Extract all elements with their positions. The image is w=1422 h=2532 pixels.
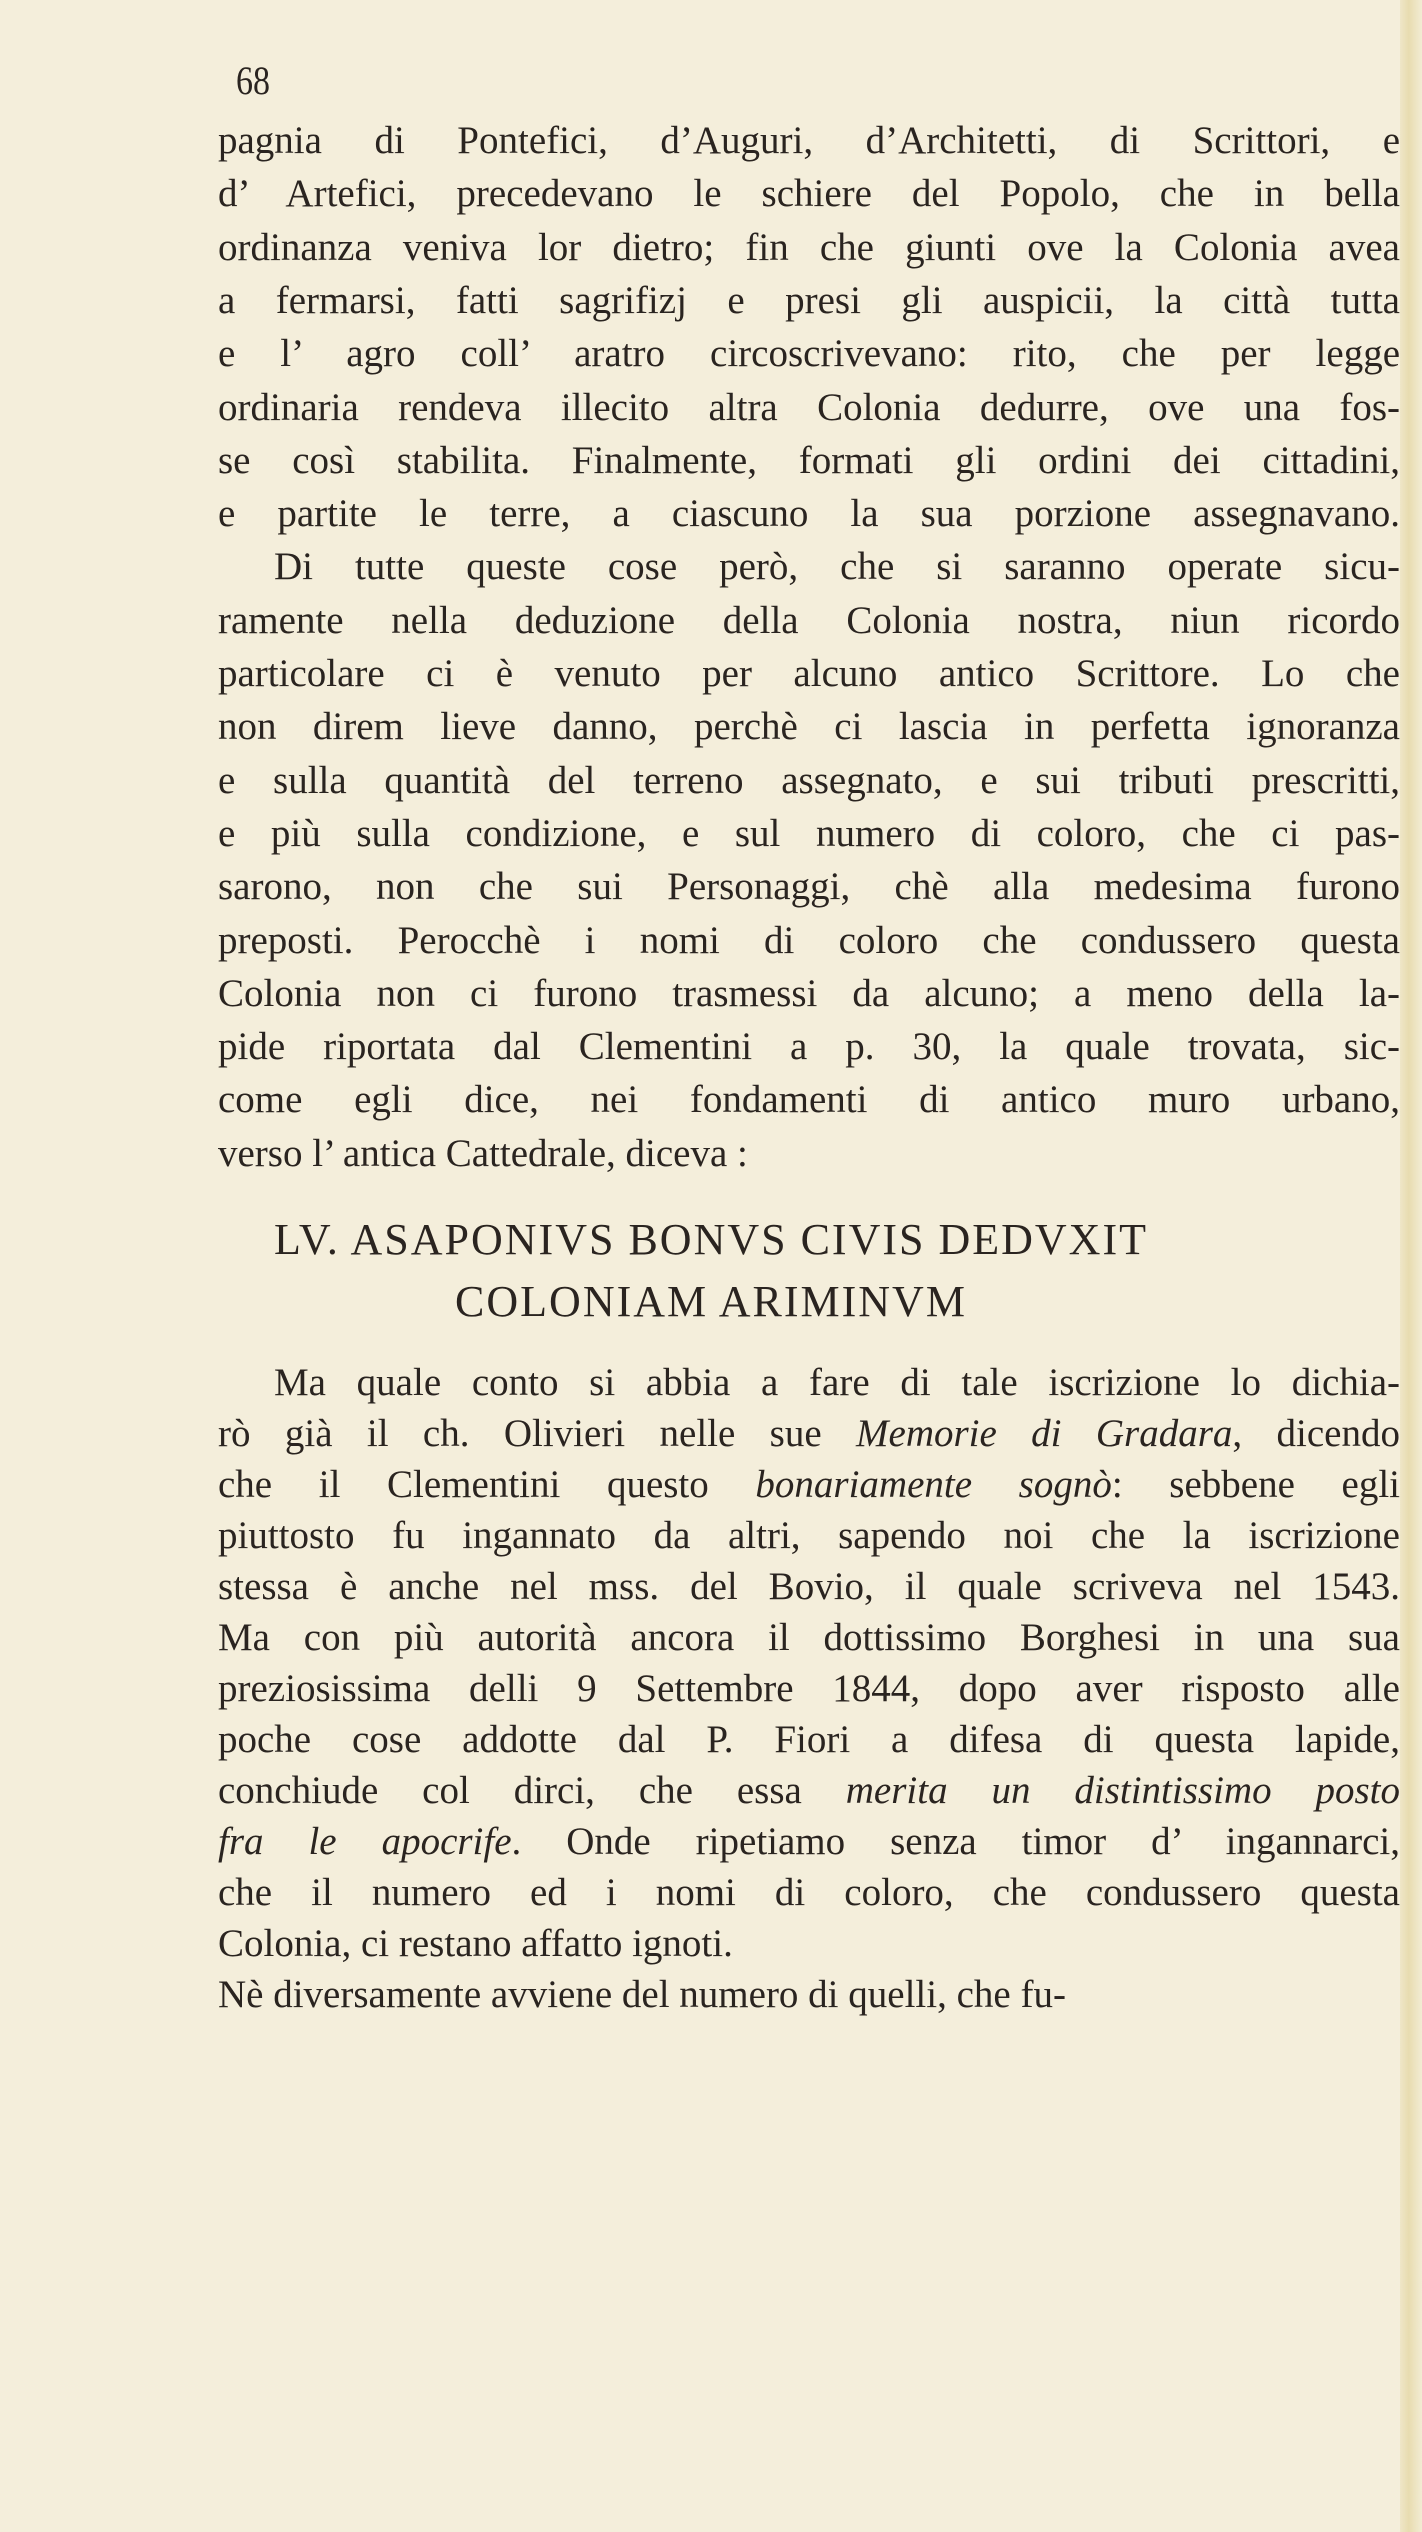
text-segment: Colonia, ci restano affatto ignoti. [218,1922,733,1965]
text-segment: a fermarsi, fatti sagrifizj e presi gli auspicii, la città tutta [218,278,1400,322]
text-line [218,862,1400,912]
text-line [218,116,1400,166]
italic-text: bonariamente sognò [755,1463,1112,1506]
text-segment: se così stabilita. Finalmente, formati gli ordini dei cittadini, [218,438,1400,482]
text-segment: Nè diversamente avviene del numero di quelli, che fu- [218,1973,1066,2016]
italic-text: fra le apocrife [218,1820,512,1863]
italic-text: merita un distintissimo posto [845,1769,1401,1812]
text-line [218,1664,1400,1714]
text-line [218,1715,1400,1765]
text-segment: pide riportata dal Clementini a p. 30, la quale trovata, sic- [218,1025,1400,1069]
text-line [218,383,1400,433]
text-segment: ordinaria rendeva illecito altra Colonia dedurre, ove una fos- [218,385,1400,429]
text-segment: ramente nella deduzione della Colonia nostra, niun ricordo [218,598,1400,642]
page-number: 68 [236,58,270,103]
text-segment: e sulla quantità del terreno assegnato, e sui tributi prescritti, [218,758,1400,802]
text-line [218,1919,1400,1969]
text-segment: ordinanza veniva lor dietro; fin che giunti ove la Colonia avea [218,225,1400,269]
italic-text: Memorie di Gradara [856,1412,1233,1455]
text-line [218,702,1400,752]
text-segment: verso l’ antica Cattedrale, diceva : [218,1131,748,1175]
text-segment: Ma quale conto si abbia a fare di tale iscrizione lo dichia- [274,1361,1400,1404]
text-segment: che il Clementini questo [218,1463,756,1506]
text-line [218,1817,1400,1867]
text-segment: stessa è anche nel mss. del Bovio, il quale scriveva nel 1543. [218,1565,1400,1608]
text-segment: preziosissima delli 9 Settembre 1844, dopo aver risposto alle [218,1667,1400,1710]
text-line [218,756,1400,806]
text-segment: : sebbene egli [1111,1463,1400,1506]
page-edge [1400,0,1422,2532]
inscription-line-2: COLONIAM ARIMINVM [455,1277,967,1326]
text-segment: piuttosto fu ingannato da altri, sapendo noi che la iscrizione [218,1514,1400,1557]
text-line [218,596,1400,646]
text-line [218,1868,1400,1918]
text-segment: d’ Artefici, precedevano le schiere del Popolo, che in bella [218,172,1400,216]
text-segment: Di tutte queste cose però, che si saranno operate sicu- [274,545,1400,589]
text-line [218,1460,1400,1510]
text-segment: pagnia di Pontefici, d’Auguri, d’Architetti, di Scrittori, e [218,119,1400,162]
text-segment: sarono, non che sui Personaggi, chè alla medesima furono [218,865,1400,909]
text-line [218,1409,1400,1459]
text-line [218,649,1400,699]
text-segment: come egli dice, nei fondamenti di antico muro urbano, [218,1078,1400,1122]
text-line [218,969,1400,1019]
text-line [218,1970,1400,2020]
text-segment: rò già il ch. Olivieri nelle sue [218,1412,857,1455]
text-line [218,1358,1400,1408]
text-line [218,169,1400,219]
text-segment: e partite le terre, a ciascuno la sua porzione assegnavano. [218,492,1400,536]
text-line [218,1766,1400,1816]
text-segment: Colonia non ci furono trasmessi da alcuno; a meno della la- [218,971,1400,1015]
text-segment: conchiude col dirci, che essa [218,1769,846,1812]
text-segment: Ma con più autorità ancora il dottissimo Borghesi in una sua [218,1616,1400,1659]
text-segment: poche cose addotte dal P. Fiori a difesa di questa lapide, [218,1718,1400,1761]
text-segment: non direm lieve danno, perchè ci lascia in perfetta ignoranza [218,705,1400,749]
text-line [218,489,1400,539]
inscription-line-1: LV. ASAPONIVS BONVS CIVIS DEDVXIT [273,1215,1148,1264]
text-line [218,542,1400,592]
text-line [218,276,1400,326]
text-line [218,1075,1400,1125]
text-line [218,1613,1400,1663]
text-line [218,1129,1400,1179]
text-segment: che il numero ed i nomi di coloro, che condussero questa [218,1871,1400,1914]
text-line [218,1022,1400,1072]
text-segment: e l’ agro coll’ aratro circoscrivevano: rito, che per legge [218,332,1400,376]
text-line [218,1511,1400,1561]
text-segment: , dicendo [1232,1412,1400,1455]
text-segment: . Onde ripetiamo senza timor d’ ingannarci, [511,1820,1400,1863]
text-line [218,809,1400,859]
text-line [218,436,1400,486]
text-segment: particolare ci è venuto per alcuno antico Scrittore. Lo che [218,652,1400,695]
text-line [218,223,1400,273]
text-line [218,916,1400,966]
text-segment: preposti. Perocchè i nomi di coloro che condussero questa [218,918,1400,962]
text-line [218,1562,1400,1612]
text-segment: e più sulla condizione, e sul numero di coloro, che ci pas- [218,811,1400,855]
text-line [218,329,1400,379]
